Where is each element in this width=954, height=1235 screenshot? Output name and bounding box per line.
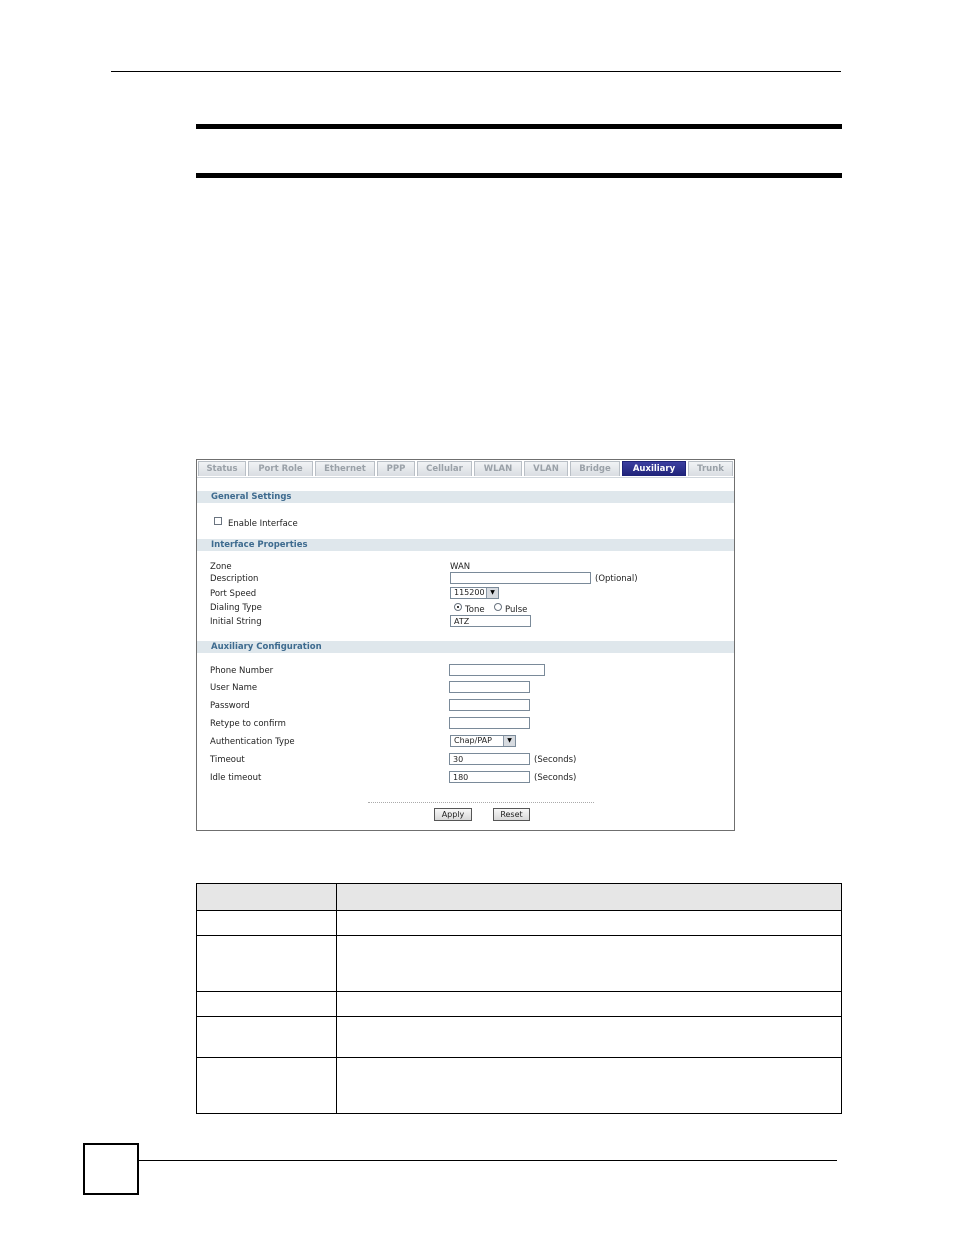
reset-button[interactable]: Reset: [493, 808, 530, 821]
tab-vlan[interactable]: VLAN: [524, 461, 568, 476]
enable-interface-label: Enable Interface: [228, 519, 298, 529]
authentication-type-select[interactable]: [450, 735, 516, 747]
button-divider: [368, 802, 594, 803]
zone-label: Zone: [210, 562, 232, 572]
header-rule: [111, 71, 841, 72]
retype-password-input[interactable]: [449, 717, 530, 729]
authentication-type-label: Authentication Type: [210, 737, 295, 747]
tab-wlan[interactable]: WLAN: [474, 461, 522, 476]
tab-bar: [197, 460, 734, 478]
table-row: [197, 1017, 842, 1058]
interface-properties-header: Interface Properties: [197, 539, 734, 551]
table-row: [197, 936, 842, 992]
table-row: [197, 911, 842, 936]
page-number-box: [83, 1143, 139, 1195]
idle-timeout-input[interactable]: [449, 771, 530, 783]
tab-status[interactable]: Status: [198, 461, 246, 476]
optional-note: (Optional): [595, 574, 638, 584]
initial-string-label: Initial String: [210, 617, 262, 627]
password-label: Password: [210, 701, 250, 711]
apply-button[interactable]: Apply: [434, 808, 472, 821]
table-row: [197, 1058, 842, 1114]
table-row: [197, 992, 842, 1017]
footer-rule: [139, 1160, 837, 1161]
timeout-label: Timeout: [210, 755, 245, 765]
timeout-unit: (Seconds): [534, 755, 577, 765]
initial-string-input[interactable]: [450, 615, 531, 627]
description-label: Description: [210, 574, 259, 584]
idle-timeout-unit: (Seconds): [534, 773, 577, 783]
figure-title-rule-bottom: [196, 173, 842, 178]
auxiliary-settings-screenshot: [196, 459, 735, 831]
tab-ethernet[interactable]: Ethernet: [315, 461, 375, 476]
port-speed-select[interactable]: [450, 587, 499, 599]
port-speed-label: Port Speed: [210, 589, 257, 599]
tab-ppp[interactable]: PPP: [377, 461, 415, 476]
table-header-row: [197, 884, 842, 911]
authentication-type-value: Chap/PAP: [454, 736, 492, 745]
enable-interface-checkbox[interactable]: [214, 517, 222, 525]
tab-port-role[interactable]: Port Role: [248, 461, 313, 476]
dialing-type-label: Dialing Type: [210, 603, 262, 613]
idle-timeout-label: Idle timeout: [210, 773, 262, 783]
password-input[interactable]: [449, 699, 530, 711]
field-description-table: [196, 883, 842, 1113]
user-name-label: User Name: [210, 683, 258, 693]
port-speed-value: 115200: [454, 588, 485, 597]
general-settings-header: General Settings: [197, 491, 734, 503]
tab-trunk[interactable]: Trunk: [688, 461, 733, 476]
pulse-label: Pulse: [505, 605, 528, 615]
tab-auxiliary[interactable]: Auxiliary: [622, 461, 686, 476]
chevron-down-icon: ▼: [503, 736, 515, 746]
description-input[interactable]: [450, 572, 591, 584]
figure-title-rule-top: [196, 124, 842, 129]
timeout-input[interactable]: [449, 753, 530, 765]
zone-value: WAN: [450, 562, 471, 572]
tone-label: Tone: [465, 605, 485, 615]
chevron-down-icon: ▼: [486, 588, 498, 598]
user-name-input[interactable]: [449, 681, 530, 693]
tab-bridge[interactable]: Bridge: [570, 461, 620, 476]
tone-radio[interactable]: [454, 603, 462, 611]
phone-number-input[interactable]: [449, 664, 545, 676]
retype-password-label: Retype to confirm: [210, 719, 286, 729]
phone-number-label: Phone Number: [210, 666, 274, 676]
pulse-radio[interactable]: [494, 603, 502, 611]
auxiliary-configuration-header: Auxiliary Configuration: [197, 641, 734, 653]
tab-cellular[interactable]: Cellular: [417, 461, 472, 476]
